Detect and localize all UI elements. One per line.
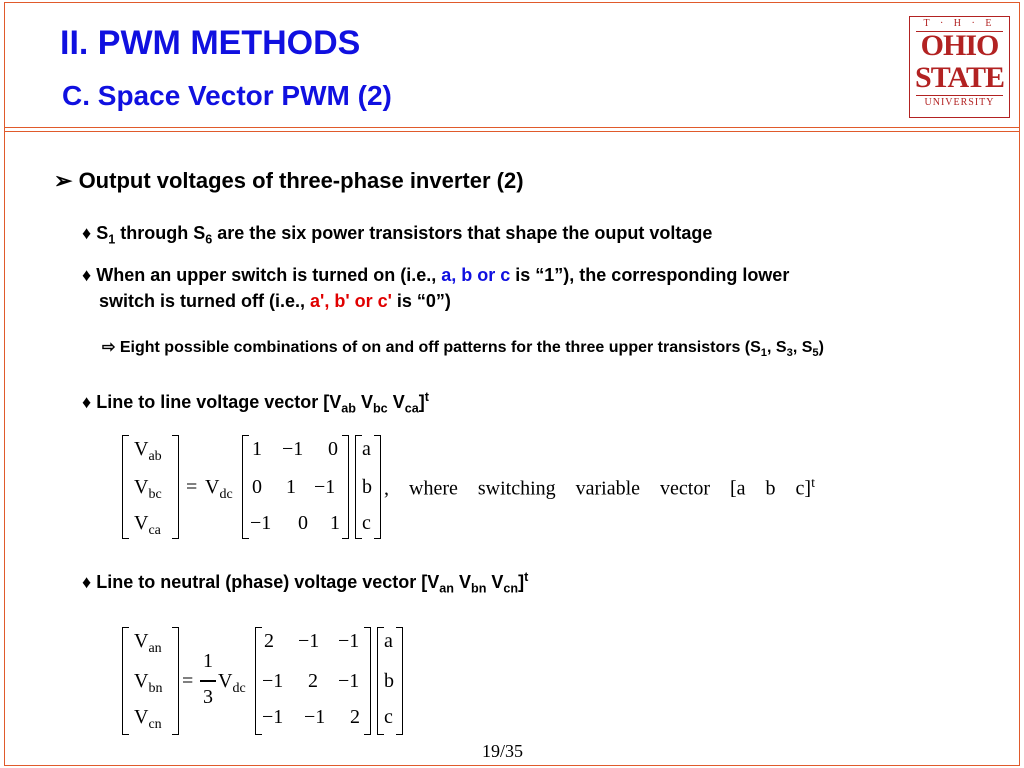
equals-sign: = bbox=[182, 670, 194, 692]
matrix-cell: −1 bbox=[282, 438, 304, 460]
text: When an upper switch is turned on (i.e., bbox=[96, 265, 442, 285]
matrix-cell: 1 bbox=[330, 512, 340, 534]
sub: 6 bbox=[205, 232, 213, 247]
sub: ca bbox=[404, 401, 419, 416]
text: V bbox=[355, 392, 373, 412]
main-bullet-text: Output voltages of three-phase inverter (2) bbox=[78, 168, 524, 193]
matrix-cell: 1 bbox=[286, 476, 296, 498]
bracket bbox=[355, 435, 362, 539]
logo-the: T · H · E bbox=[923, 18, 996, 29]
text: ] bbox=[518, 572, 525, 592]
vector-cell: a bbox=[384, 630, 393, 652]
text-red: a', b' or c' bbox=[310, 291, 392, 311]
lhs-vbn: $V_{bn}$ bbox=[134, 670, 163, 696]
sub-bullet-combinations bbox=[102, 337, 824, 359]
matrix-cell: −1 bbox=[304, 706, 326, 728]
vector-cell: c bbox=[384, 706, 393, 728]
diamond-bullet-icon: ♦ bbox=[82, 265, 92, 285]
matrix-cell: −1 bbox=[262, 670, 284, 692]
sub: an bbox=[439, 581, 454, 596]
text: switch is turned off (i.e., bbox=[99, 291, 311, 311]
where-clause: , where switching variable vector [a b c]$^t$ bbox=[384, 476, 815, 500]
logo-state: STATE bbox=[915, 61, 1004, 94]
page-number: 19/35 bbox=[482, 741, 524, 761]
lhs-vbc: $V_{bc}$ bbox=[134, 476, 162, 502]
matrix-cell: −1 bbox=[250, 512, 272, 534]
main-bullet bbox=[54, 168, 524, 194]
text: V bbox=[387, 392, 405, 412]
bullet-line-to-neutral bbox=[82, 570, 528, 596]
bracket bbox=[377, 627, 384, 735]
lhs-vca: $V_{ca}$ bbox=[134, 512, 161, 538]
lhs-vab: $V_{ab}$ bbox=[134, 438, 162, 464]
sub: cn bbox=[503, 581, 519, 596]
text: Line to neutral (phase) voltage vector [V bbox=[96, 572, 440, 592]
fraction-bar bbox=[200, 680, 216, 682]
matrix-cell: 0 bbox=[252, 476, 262, 498]
bracket bbox=[172, 627, 179, 735]
text: Eight possible combinations of on and off patterns for the three upper transistors (S bbox=[119, 339, 761, 356]
bracket bbox=[374, 435, 381, 539]
text: , S bbox=[767, 339, 787, 356]
bracket bbox=[396, 627, 403, 735]
diamond-bullet-icon: ♦ bbox=[82, 223, 92, 243]
bullet-switch-off bbox=[99, 291, 451, 312]
text-blue: a, b bbox=[441, 265, 473, 285]
text: V bbox=[453, 572, 471, 592]
vector-cell: b bbox=[384, 670, 394, 692]
matrix-cell: −1 bbox=[262, 706, 284, 728]
bracket bbox=[122, 435, 129, 539]
vdc: $V_{dc}$ bbox=[205, 476, 233, 502]
hollow-arrow-icon: ⇨ bbox=[102, 339, 116, 356]
text: ] bbox=[418, 392, 425, 412]
text: is “0”) bbox=[391, 291, 451, 311]
bracket bbox=[242, 435, 249, 539]
matrix-cell: 2 bbox=[264, 630, 274, 652]
bracket bbox=[364, 627, 371, 735]
sub: 3 bbox=[786, 347, 793, 360]
vector-cell: a bbox=[362, 438, 371, 460]
vdc: $V_{dc}$ bbox=[218, 670, 246, 696]
bracket bbox=[172, 435, 179, 539]
sup: t bbox=[424, 390, 429, 404]
sub: bc bbox=[372, 401, 388, 416]
sub: 1 bbox=[108, 232, 116, 247]
lhs-van: $V_{an}$ bbox=[134, 630, 162, 656]
matrix-cell: −1 bbox=[338, 630, 360, 652]
matrix-cell: 0 bbox=[328, 438, 338, 460]
text: S bbox=[96, 223, 109, 243]
matrix-cell: 0 bbox=[298, 512, 308, 534]
fraction-denominator: 3 bbox=[203, 686, 213, 708]
ohio-state-logo bbox=[909, 16, 1010, 118]
fraction-numerator: 1 bbox=[203, 650, 213, 672]
arrow-bullet-icon: ➢ bbox=[54, 168, 73, 193]
sub: ab bbox=[341, 401, 356, 416]
vector-cell: c bbox=[362, 512, 371, 534]
text: through S bbox=[115, 223, 206, 243]
text: Line to line voltage vector [V bbox=[96, 392, 342, 412]
title-rule-top bbox=[4, 127, 1020, 128]
sub: bn bbox=[471, 581, 487, 596]
sub: 5 bbox=[812, 347, 819, 360]
logo-university: UNIVERSITY bbox=[924, 97, 995, 108]
bracket bbox=[342, 435, 349, 539]
text-blue: or bbox=[472, 265, 501, 285]
diamond-bullet-icon: ♦ bbox=[82, 392, 92, 412]
diamond-bullet-icon: ♦ bbox=[82, 572, 92, 592]
bracket bbox=[122, 627, 129, 735]
matrix-cell: −1 bbox=[298, 630, 320, 652]
text: are the six power transistors that shape the ouput voltage bbox=[212, 223, 713, 243]
text: V bbox=[486, 572, 504, 592]
equals-sign: = bbox=[186, 476, 198, 498]
slide-title: II. PWM METHODS bbox=[60, 24, 361, 62]
text: , S bbox=[792, 339, 813, 356]
bullet-switch-on bbox=[82, 265, 789, 286]
bracket bbox=[255, 627, 262, 735]
logo-bar bbox=[916, 95, 1003, 96]
text-blue: c bbox=[500, 265, 511, 285]
matrix-cell: 2 bbox=[350, 706, 360, 728]
text: is “1”), the corresponding lower bbox=[510, 265, 790, 285]
bullet-transistors bbox=[82, 223, 712, 247]
matrix-cell: 2 bbox=[308, 670, 318, 692]
title-rule-bottom bbox=[4, 131, 1020, 132]
text: ) bbox=[818, 339, 824, 356]
sub: 1 bbox=[760, 347, 768, 360]
matrix-cell: −1 bbox=[338, 670, 360, 692]
logo-ohio: OHIO bbox=[920, 29, 999, 62]
matrix-cell: −1 bbox=[314, 476, 336, 498]
matrix-cell: 1 bbox=[252, 438, 262, 460]
slide-subtitle: C. Space Vector PWM (2) bbox=[62, 80, 392, 111]
lhs-vcn: $V_{cn}$ bbox=[134, 706, 162, 732]
vector-cell: b bbox=[362, 476, 372, 498]
bullet-line-to-line bbox=[82, 390, 429, 416]
sup: t bbox=[524, 570, 529, 584]
